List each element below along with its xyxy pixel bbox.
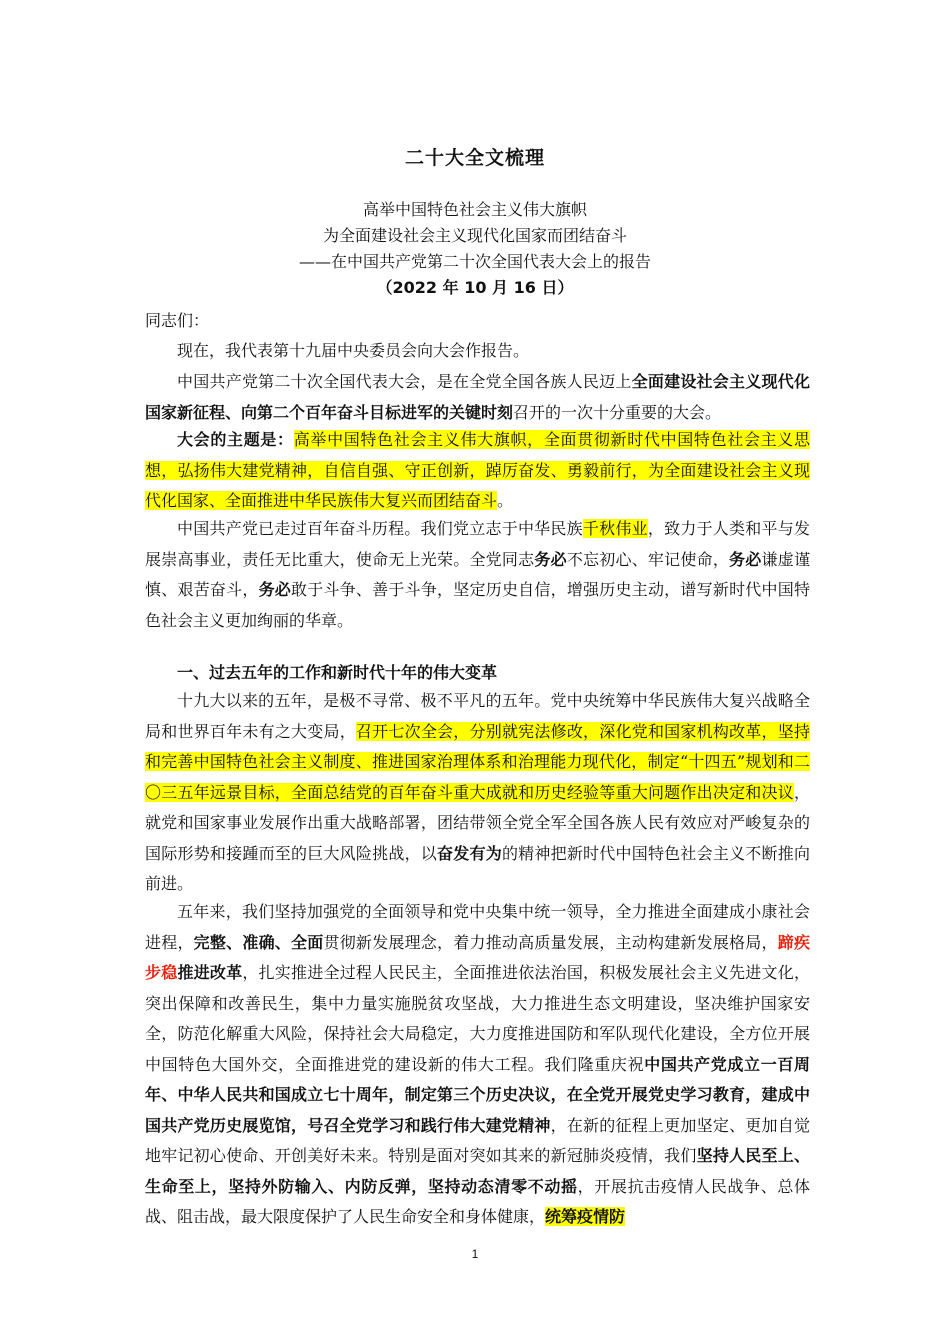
subtitle-line-2: 为全面建设社会主义现代化国家而团结奋斗 — [322, 226, 627, 245]
paragraph-6-text-c: 贯彻新发展理念，着力推动高质量发展，主动构建新发展格局， — [323, 932, 778, 952]
theme-label: 大会的主题是： — [177, 430, 294, 449]
paragraph-6-text-e: ，在新的征程上更加坚定、更加自觉地牢记初心使命、开创美好未来。特别是面对突如其来的新冠肺炎疫情，我们 — [145, 1115, 810, 1165]
paragraph-5-bold: 奋发有为 — [437, 843, 502, 863]
paragraph-6 — [145, 897, 810, 1233]
paragraph-6-text-a: 五年来，我们坚持加强党的全面领导和党中央集中统一领导，全力推进全面建成小康社会进程， — [145, 902, 810, 952]
paragraph-2 — [145, 367, 810, 428]
paragraph-4-bold-1: 务必 — [534, 549, 567, 569]
paragraph-1: 现在，我代表第十九届中央委员会向大会作报告。 — [177, 341, 530, 360]
paragraph-4-text-a: 中国共产党已走过百年奋斗历程。我们党立志于中华民族 — [177, 519, 583, 538]
salutation: 同志们： — [145, 311, 210, 330]
report-date: （2022 年 10 月 16 日） — [376, 278, 574, 297]
subtitle-line-1: 高举中国特色社会主义伟大旗帜 — [362, 200, 587, 219]
paragraph-2-text-c: 召开的一次十分重要的大会。 — [513, 402, 722, 422]
paragraph-6-red-emphasis: 蹄疾步稳 — [145, 932, 810, 982]
paragraph-4 — [145, 514, 810, 636]
paragraph-5-text-a: 十九大以来的五年，是极不寻常、极不平凡的五年。党中央统筹中华民族伟大复兴战略全局和世界百年未有之大变局， — [145, 691, 810, 741]
paragraph-theme — [145, 425, 810, 517]
section-1-heading: 一、过去五年的工作和新时代十年的伟大变革 — [177, 663, 498, 682]
theme-end: 。 — [497, 491, 514, 510]
paragraph-2-text-a: 中国共产党第二十次全国代表大会，是在全党全国各族人民迈上 — [177, 372, 632, 391]
paragraph-4-bold-3: 务必 — [258, 580, 292, 599]
paragraph-6-bold-2: 推进改革 — [177, 963, 243, 982]
document-title: 二十大全文梳理 — [404, 147, 545, 169]
paragraph-4-text-b: ，致力于人类和平与发展崇高事业，责任无比重大，使命无上光荣。全党同志 — [145, 519, 810, 569]
paragraph-4-bold-2: 务必 — [729, 549, 762, 569]
paragraph-6-bold-3: 中国共产党成立一百周年、中华人民共和国成立七十周年，制定第三个历史决议，在全党开展党史学习教育，建成中国共产党历史展览馆，号召全党学习和践行伟大建党精神 — [145, 1054, 810, 1135]
paragraph-5-highlight: 召开七次全会，分别就宪法修改，深化党和国家机构改革，坚持和完善中国特色社会主义制度、推进国家治理体系和治理能力现代化，制定“十四五”规划和二〇三五年远景目标，全面总结党的百年奋斗重大成就和历史经验等重大问题作出决定和决议 — [145, 721, 810, 802]
theme-highlight: 高举中国特色社会主义伟大旗帜，全面贯彻新时代中国特色社会主义思想，弘扬伟大建党精神，自信自强、守正创新，踔厉奋发、勇毅前行，为全面建设社会主义现代化国家、全面推进中华民族伟大复兴而团结奋斗 — [145, 430, 810, 510]
paragraph-4-text-e: 敢于斗争、善于斗争，坚定历史自信，增强历史主动，谱写新时代中国特色社会主义更加绚丽的华章。 — [145, 580, 810, 630]
paragraph-6-text-d: ，扎实推进全过程人民民主，全面推进依法治国，积极发展社会主义先进文化，突出保障和改善民生，集中力量实施脱贫攻坚战，大力推进生态文明建设，坚决维护国家安全，防范化解重大风险，保持社会大局稳定，大力度推进国防和军队现代化建设，全方位开展中国特色大国外交，全面推进党的建设新的伟大工程。我们隆重庆祝 — [145, 963, 810, 1074]
paragraph-6-bold-4: 坚持人民至上、生命至上，坚持外防输入、内防反弹，坚持动态清零不动摇 — [145, 1146, 810, 1196]
paragraph-6-text-f: ，开展抗击疫情人民战争、总体战、阻击战，最大限度保护了人民生命安全和身体健康， — [145, 1176, 810, 1226]
paragraph-6-bold-1: 完整、准确、全面 — [193, 932, 324, 952]
paragraph-5 — [145, 686, 810, 900]
paragraph-5-text-c: 的精神把新时代中国特色社会主义不断推向前进。 — [145, 843, 810, 893]
paragraph-5-text-b: ，就党和国家事业发展作出重大战略部署，团结带领全党全军全国各族人民有效应对严峻复杂的国际形势和接踵而至的巨大风险挑战，以 — [145, 782, 810, 863]
subtitle-line-3: ——在中国共产党第二十次全国代表大会上的报告 — [298, 252, 651, 271]
paragraph-6-highlight: 统筹疫情防 — [545, 1207, 626, 1226]
page-number: 1 — [471, 1247, 479, 1261]
paragraph-4-text-c: 不忘初心、牢记使命， — [566, 549, 730, 569]
paragraph-4-text-d: 谦虚谨慎、艰苦奋斗， — [145, 549, 810, 599]
paragraph-4-highlight: 千秋伟业 — [582, 519, 648, 538]
paragraph-2-bold: 全面建设社会主义现代化国家新征程、向第二个百年奋斗目标进军的关键时刻 — [145, 372, 810, 422]
